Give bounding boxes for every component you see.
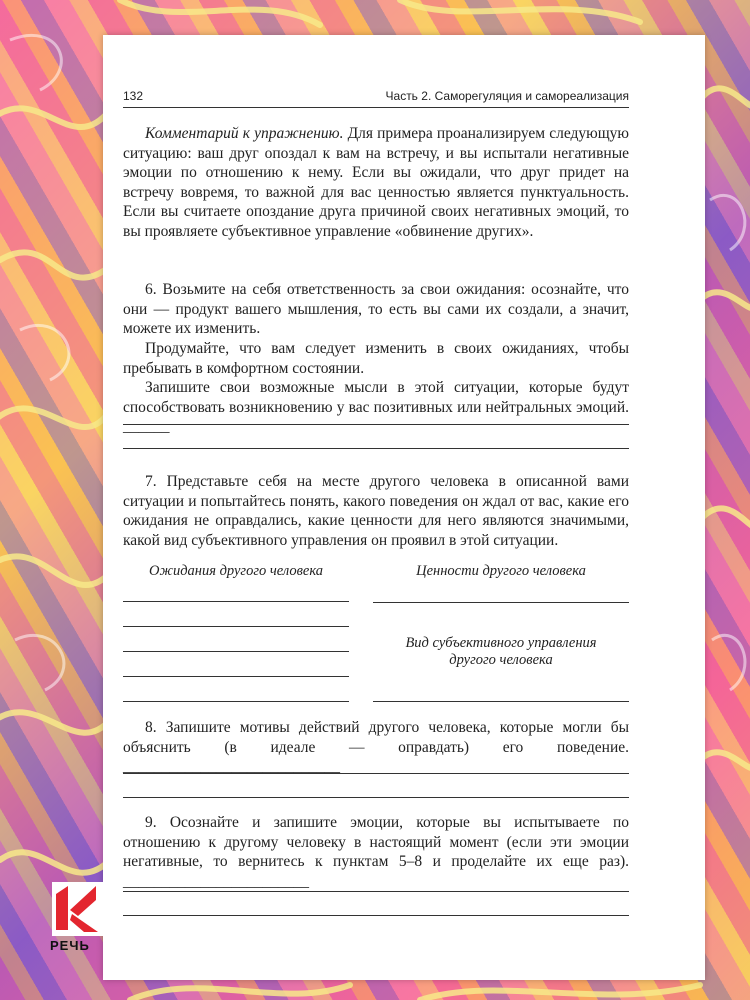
item-6-prompt: Запишите свои возможные мысли в этой ситуации, которые будут способствовать возникновению у вас позитивных или нейтральных эмоций. ______: [123, 379, 629, 436]
control-line[interactable]: [373, 701, 629, 702]
page-number: 132: [123, 89, 144, 103]
column-values-heading: Ценности другого человека: [416, 563, 586, 579]
expectations-line[interactable]: [123, 626, 349, 627]
column-control-heading-line1: Вид субъективного управления: [405, 635, 597, 651]
column-control-heading: [373, 635, 629, 669]
item-7-instruction: 7. Представьте себя на месте другого человека в описанной вами ситуации и попытайтесь понять, какого поведения он ждал от вас, какие его ожидания не оправдались, какие ценности для него являются значимыми, какой вид субъективного управления он проявил в этой ситуации.: [123, 473, 629, 549]
publisher-logo-text: РЕЧЬ: [50, 938, 90, 953]
answer-line[interactable]: [123, 424, 629, 425]
values-line[interactable]: [373, 602, 629, 603]
expectations-line[interactable]: [123, 601, 349, 602]
item-6-instruction: 6. Возьмите на себя ответственность за свои ожидания: осознайте, что они — продукт вашего мышления, то есть вы сами их создали, а значит, можете их изменить.: [123, 281, 629, 338]
answer-line[interactable]: [123, 773, 629, 774]
column-control-heading-line2: другого человека: [449, 652, 553, 668]
comment-text: Для примера проанализируем следующую ситуацию: ваш друг опоздал к вам на встречу, и вы испытали негативные эмоции по отношению к нему. Если вы ожидали, что друг придет на встречу вовремя, то важной для вас ценностью является пунктуальность. Если вы считаете опоздание друга причиной своих негативных эмоций, то вы проявляете субъективное управление «обвинение других».: [123, 125, 629, 240]
answer-line[interactable]: [123, 891, 629, 892]
expectations-line[interactable]: [123, 676, 349, 677]
chapter-title: Часть 2. Саморегуляция и самореализация: [385, 89, 629, 103]
item-6-reflection: Продумайте, что вам следует изменить в своих ожиданиях, чтобы пребывать в комфортном состоянии.: [123, 340, 629, 377]
answer-line[interactable]: [123, 797, 629, 798]
expectations-line[interactable]: [123, 651, 349, 652]
running-header: [123, 87, 629, 108]
item-9-instruction: 9. Осознайте и запишите эмоции, которые вы испытываете по отношению к другому человеку в настоящий момент (если эти эмоции негативные, то вернитесь к пунктам 5–8 и проделайте их еще раз). ________________________: [123, 814, 629, 890]
book-page: [103, 35, 705, 980]
item-8-instruction: 8. Запишите мотивы действий другого человека, которые могли бы объяснить (в идеале — оправдать) его поведение. ____________________________: [123, 719, 629, 776]
exercise-comment: [123, 124, 629, 242]
column-expectations-heading: Ожидания другого человека: [148, 563, 323, 579]
expectations-line[interactable]: [123, 701, 349, 702]
answer-line[interactable]: [123, 915, 629, 916]
comment-label: Комментарий к упражнению.: [145, 125, 344, 142]
answer-line[interactable]: [123, 448, 629, 449]
